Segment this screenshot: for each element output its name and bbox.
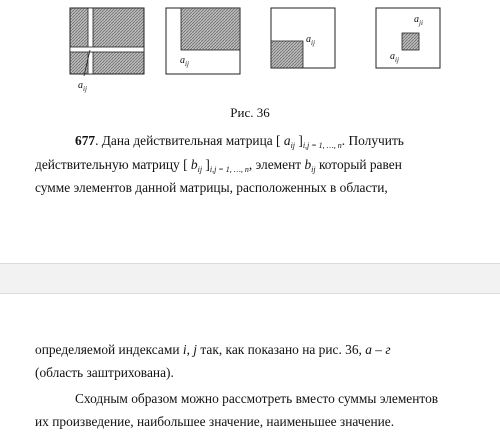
problem-line-2: действительную матрицу [ $b_{ij}$ ]$_{i,j = 1, \dots, n}$, элемент $b_{ij}$ который равен	[35, 157, 402, 174]
diagram-b	[166, 8, 240, 74]
problem-line-6: Сходным образом можно рассмотреть вместо суммы элементов	[75, 391, 439, 406]
problem-line-4: определяемой индексами i, j так, как показано на рис. 36, а – г	[35, 342, 391, 357]
label-a-ij: $a_{ij}$	[78, 80, 87, 93]
problem-line-3: сумме элементов данной матрицы, расположенных в области,	[35, 180, 388, 195]
label-d-ji: $a_{ji}$	[414, 14, 423, 27]
label-d-ij: $a_{ij}$	[390, 51, 399, 64]
problem-number: 677	[75, 133, 96, 148]
diagram-d	[376, 8, 440, 68]
diagram-c	[271, 8, 335, 68]
problem-line-7: их произведение, наибольшее значение, наименьшее значение.	[35, 414, 395, 429]
problem-line-1: 677. Дана действительная матрица [ $a_{ij}$ ]$_{i,j = 1, \dots, n}$. Получить	[75, 133, 404, 150]
label-c-ij: $a_{ij}$	[306, 34, 315, 47]
page-break	[0, 263, 500, 294]
problem-line-5: (область заштрихована).	[35, 365, 174, 380]
label-b-ij: $a_{ij}$	[180, 55, 189, 68]
diagram-a	[70, 8, 144, 93]
figure-36-diagrams	[0, 0, 500, 100]
figure-caption: Рис. 36	[230, 105, 270, 120]
